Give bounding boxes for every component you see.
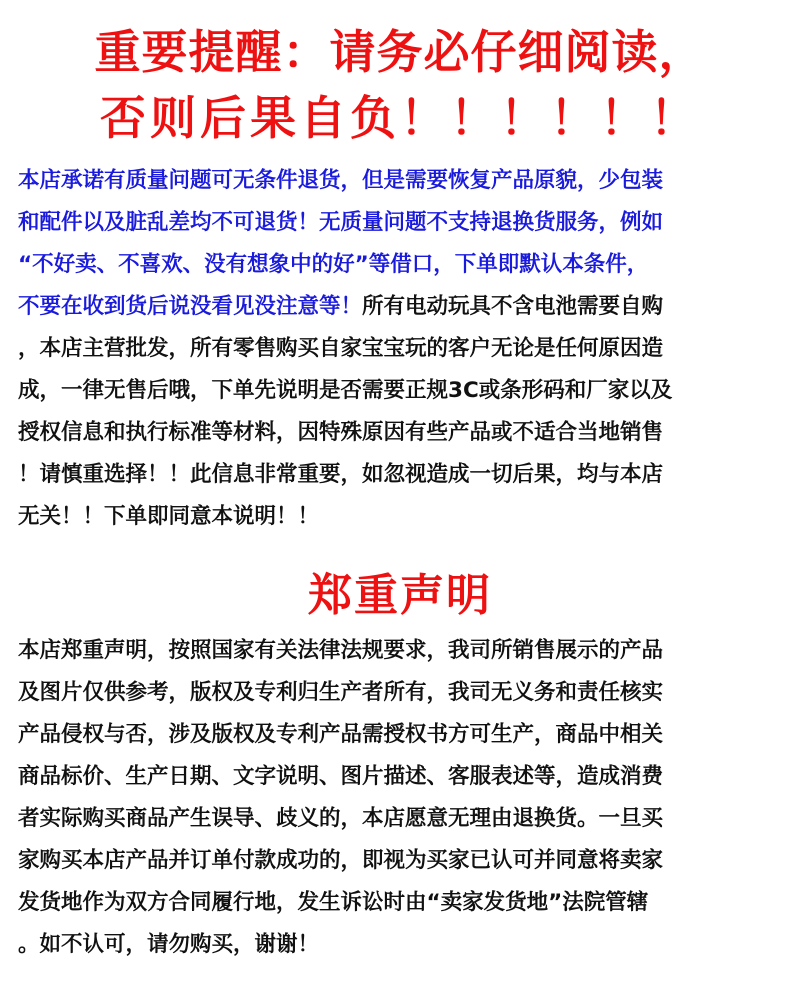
statement-line: 产品侵权与否，涉及版权及专利产品需授权书方可生产，商品中相关	[18, 722, 664, 747]
notice-line: ，本店主营批发，所有零售购买自家宝宝玩的客户无论是任何原因造	[18, 336, 664, 361]
statement-title: 郑重声明	[308, 570, 492, 621]
notice-line: 授权信息和执行标准等材料，因特殊原因有些产品或不适合当地销售	[18, 420, 664, 445]
notice-line	[18, 292, 788, 322]
statement-line: 。如不认可，请勿购买，谢谢！	[18, 932, 320, 957]
statement-line: 者实际购买商品产生误导、歧义的，本店愿意无理由退换货。一旦买	[18, 806, 664, 831]
warning-title-line-2: 否则后果自负！！！！！！	[100, 91, 700, 145]
warning-title-line-1: 重要提醒：请务必仔细阅读，	[94, 25, 706, 79]
notice-line: 本店承诺有质量问题可无条件退货，但是需要恢复产品原貌，少包装	[18, 168, 664, 193]
statement-line: 家购买本店产品并订单付款成功的，即视为买家已认可并同意将卖家	[18, 848, 664, 873]
notice-line-highlight: 不要在收到货后说没看见没注意等！	[18, 294, 363, 319]
notice-line: “不好卖、不喜欢、没有想象中的好”等借口，下单即默认本条件，	[18, 252, 649, 277]
statement-line: 本店郑重声明，按照国家有关法律法规要求，我司所销售展示的产品	[18, 638, 664, 663]
statement-line: 发货地作为双方合同履行地，发生诉讼时由“卖家发货地”法院管辖	[18, 890, 649, 915]
statement-line: 商品标价、生产日期、文字说明、图片描述、客服表述等，造成消费	[18, 764, 664, 789]
notice-line: ！请慎重选择！！此信息非常重要，如忽视造成一切后果，均与本店	[18, 462, 664, 487]
notice-line: 无关！！下单即同意本说明！！	[18, 504, 320, 529]
statement-line: 及图片仅供参考，版权及专利归生产者所有，我司无义务和责任核实	[18, 680, 664, 705]
notice-line-rest: 所有电动玩具不含电池需要自购	[362, 294, 664, 319]
notice-line: 和配件以及脏乱差均不可退货！无质量问题不支持退换货服务，例如	[18, 210, 664, 235]
notice-line: 成，一律无售后哦，下单先说明是否需要正规3C或条形码和厂家以及	[18, 378, 673, 403]
